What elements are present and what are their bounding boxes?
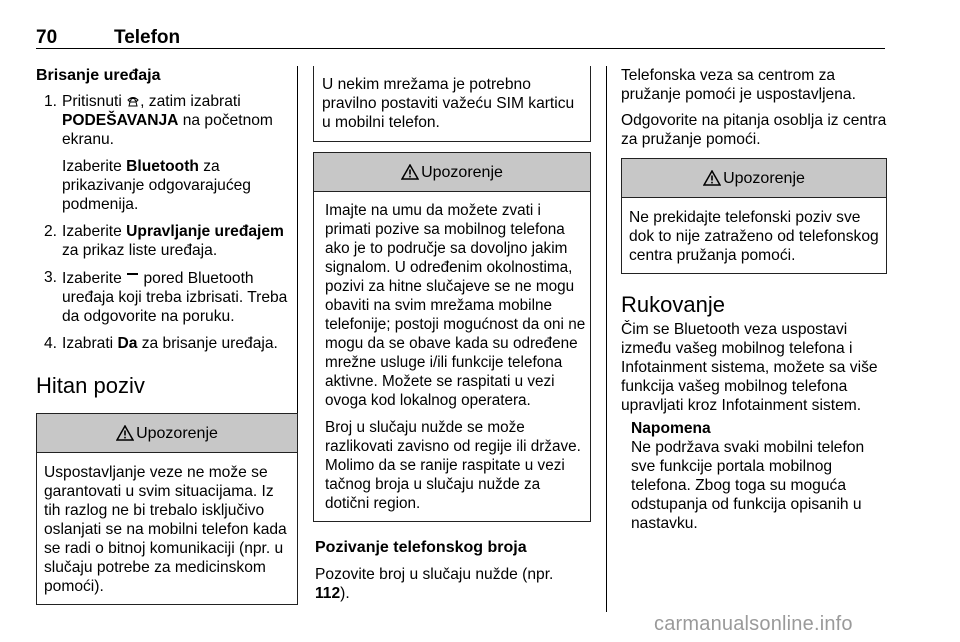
column-1 [36, 66, 298, 605]
page-number: 70 [36, 27, 58, 48]
list-item [36, 222, 298, 260]
page-header-title: Telefon [114, 27, 181, 48]
warning-box [621, 158, 887, 274]
warning-header [37, 414, 297, 453]
header-rule [36, 48, 885, 49]
step-keyword: Upravljanje uređajem [126, 223, 284, 240]
step-text: Izaberite [62, 223, 127, 240]
step-keyword: PODEŠAVANJA [62, 112, 179, 129]
step-text: Izabrati [62, 335, 118, 352]
body-text: Telefonska veza sa centrom za pružanje pomoći je uspostavljena. [621, 67, 856, 103]
warning-triangle-icon [401, 164, 419, 180]
warning-header [314, 153, 590, 192]
warning-header [622, 159, 886, 198]
section-heading: Rukovanje [621, 292, 725, 317]
list-item [36, 92, 298, 214]
section-heading: Hitan poziv [36, 373, 145, 398]
warning-triangle-icon [116, 425, 134, 441]
step-number: 4. [44, 335, 58, 352]
list-item [36, 334, 298, 353]
step-text: za prikaz liste uređaja. [62, 242, 218, 259]
body-text: Odgovorite na pitanja osoblja iz centra za pružanje pomoći. [621, 112, 887, 148]
warning-triangle-icon [703, 170, 721, 186]
dash-icon [126, 268, 139, 281]
warning-box [313, 152, 591, 522]
warning-text: Uspostavljanje veze ne može se garantovati u svim situacijama. Iz tih razlog ne bi trebalo isključivo oslanjati se na mobilni telefon kada se radi o bitnoj komunikaciji (npr. u slučaju potrebe za medicinskom pomoći). [44, 464, 287, 595]
section-title: Brisanje uređaja [36, 67, 161, 84]
step-text: za brisanje uređaja. [137, 335, 278, 352]
step-sub-text: Izaberite Bluetooth za prikazivanje odgovarajućeg podmenija. [62, 158, 251, 213]
phone-icon [126, 94, 140, 108]
column-separator [606, 66, 607, 612]
warning-label: Upozorenje [421, 163, 503, 181]
step-text: na početnom ekranu. [62, 112, 273, 148]
sub-heading: Pozivanje telefonskog broja [315, 539, 527, 556]
warning-label: Upozorenje [136, 424, 218, 442]
warning-text: Ne prekidajte telefonski poziv sve dok to nije zatraženo od telefonskog centra pružanja pomoći. [629, 209, 879, 264]
step-text: pored Bluetooth uređaja koji treba izbrisati. Treba da odgovorite na poruku. [62, 270, 288, 325]
warning-box [36, 413, 298, 605]
warning-text: Broj u slučaju nužde se može razlikovati zavisno od regije ili države. Molimo da se ranije raspitate u vezi tačnog broja u slučaju nužde za dotični region. [325, 419, 581, 512]
note-box [313, 66, 591, 142]
steps-list [36, 92, 298, 353]
step-number: 3. [44, 269, 58, 286]
note-text: Ne podržava svaki mobilni telefon sve funkcije portala mobilnog telefona. Zbog toga su moguća odstupanja od funkcija opisanih u nastavku. [631, 439, 865, 532]
warning-label: Upozorenje [723, 169, 805, 187]
list-item [36, 268, 298, 326]
step-text: , zatim izabrati [140, 93, 241, 110]
column-2 [313, 66, 591, 603]
step-text: Pritisnuti [62, 93, 122, 110]
body-text: Čim se Bluetooth veza uspostavi između vašeg mobilnog telefona i Infotainment sistema, možete sa više funkcija vašeg mobilnog telefona upravljati kroz Infotainment sistem. [621, 321, 878, 414]
column-3 [621, 66, 887, 533]
step-text: Izaberite [62, 270, 122, 287]
body-text: Pozovite broj u slučaju nužde (npr. 112). [315, 566, 554, 602]
warning-text: Imajte na umu da možete zvati i primati pozive sa mobilnog telefona ako je to područje sa dovoljno jakim signalom. U određenim okolnostima, pozivi za hitne slučajeve se ne mogu obaviti na svim mrežama mobilne telefonije; postoji mogućnost da oni ne mogu da se obave kada su određene mrežne usluge i/ili funkcije telefona aktivne. Možete se raspitati u vezi ovoga kod lokalnog operatera. [325, 202, 586, 409]
note-label: Napomena [631, 420, 711, 437]
step-number: 1. [44, 93, 58, 110]
step-keyword: Da [117, 335, 138, 352]
step-number: 2. [44, 223, 58, 240]
watermark: carmanualsonline.info [654, 613, 853, 635]
note-block [631, 419, 887, 533]
note-text: U nekim mrežama je potrebno pravilno postaviti važeću SIM karticu u mobilni telefon. [322, 76, 575, 131]
